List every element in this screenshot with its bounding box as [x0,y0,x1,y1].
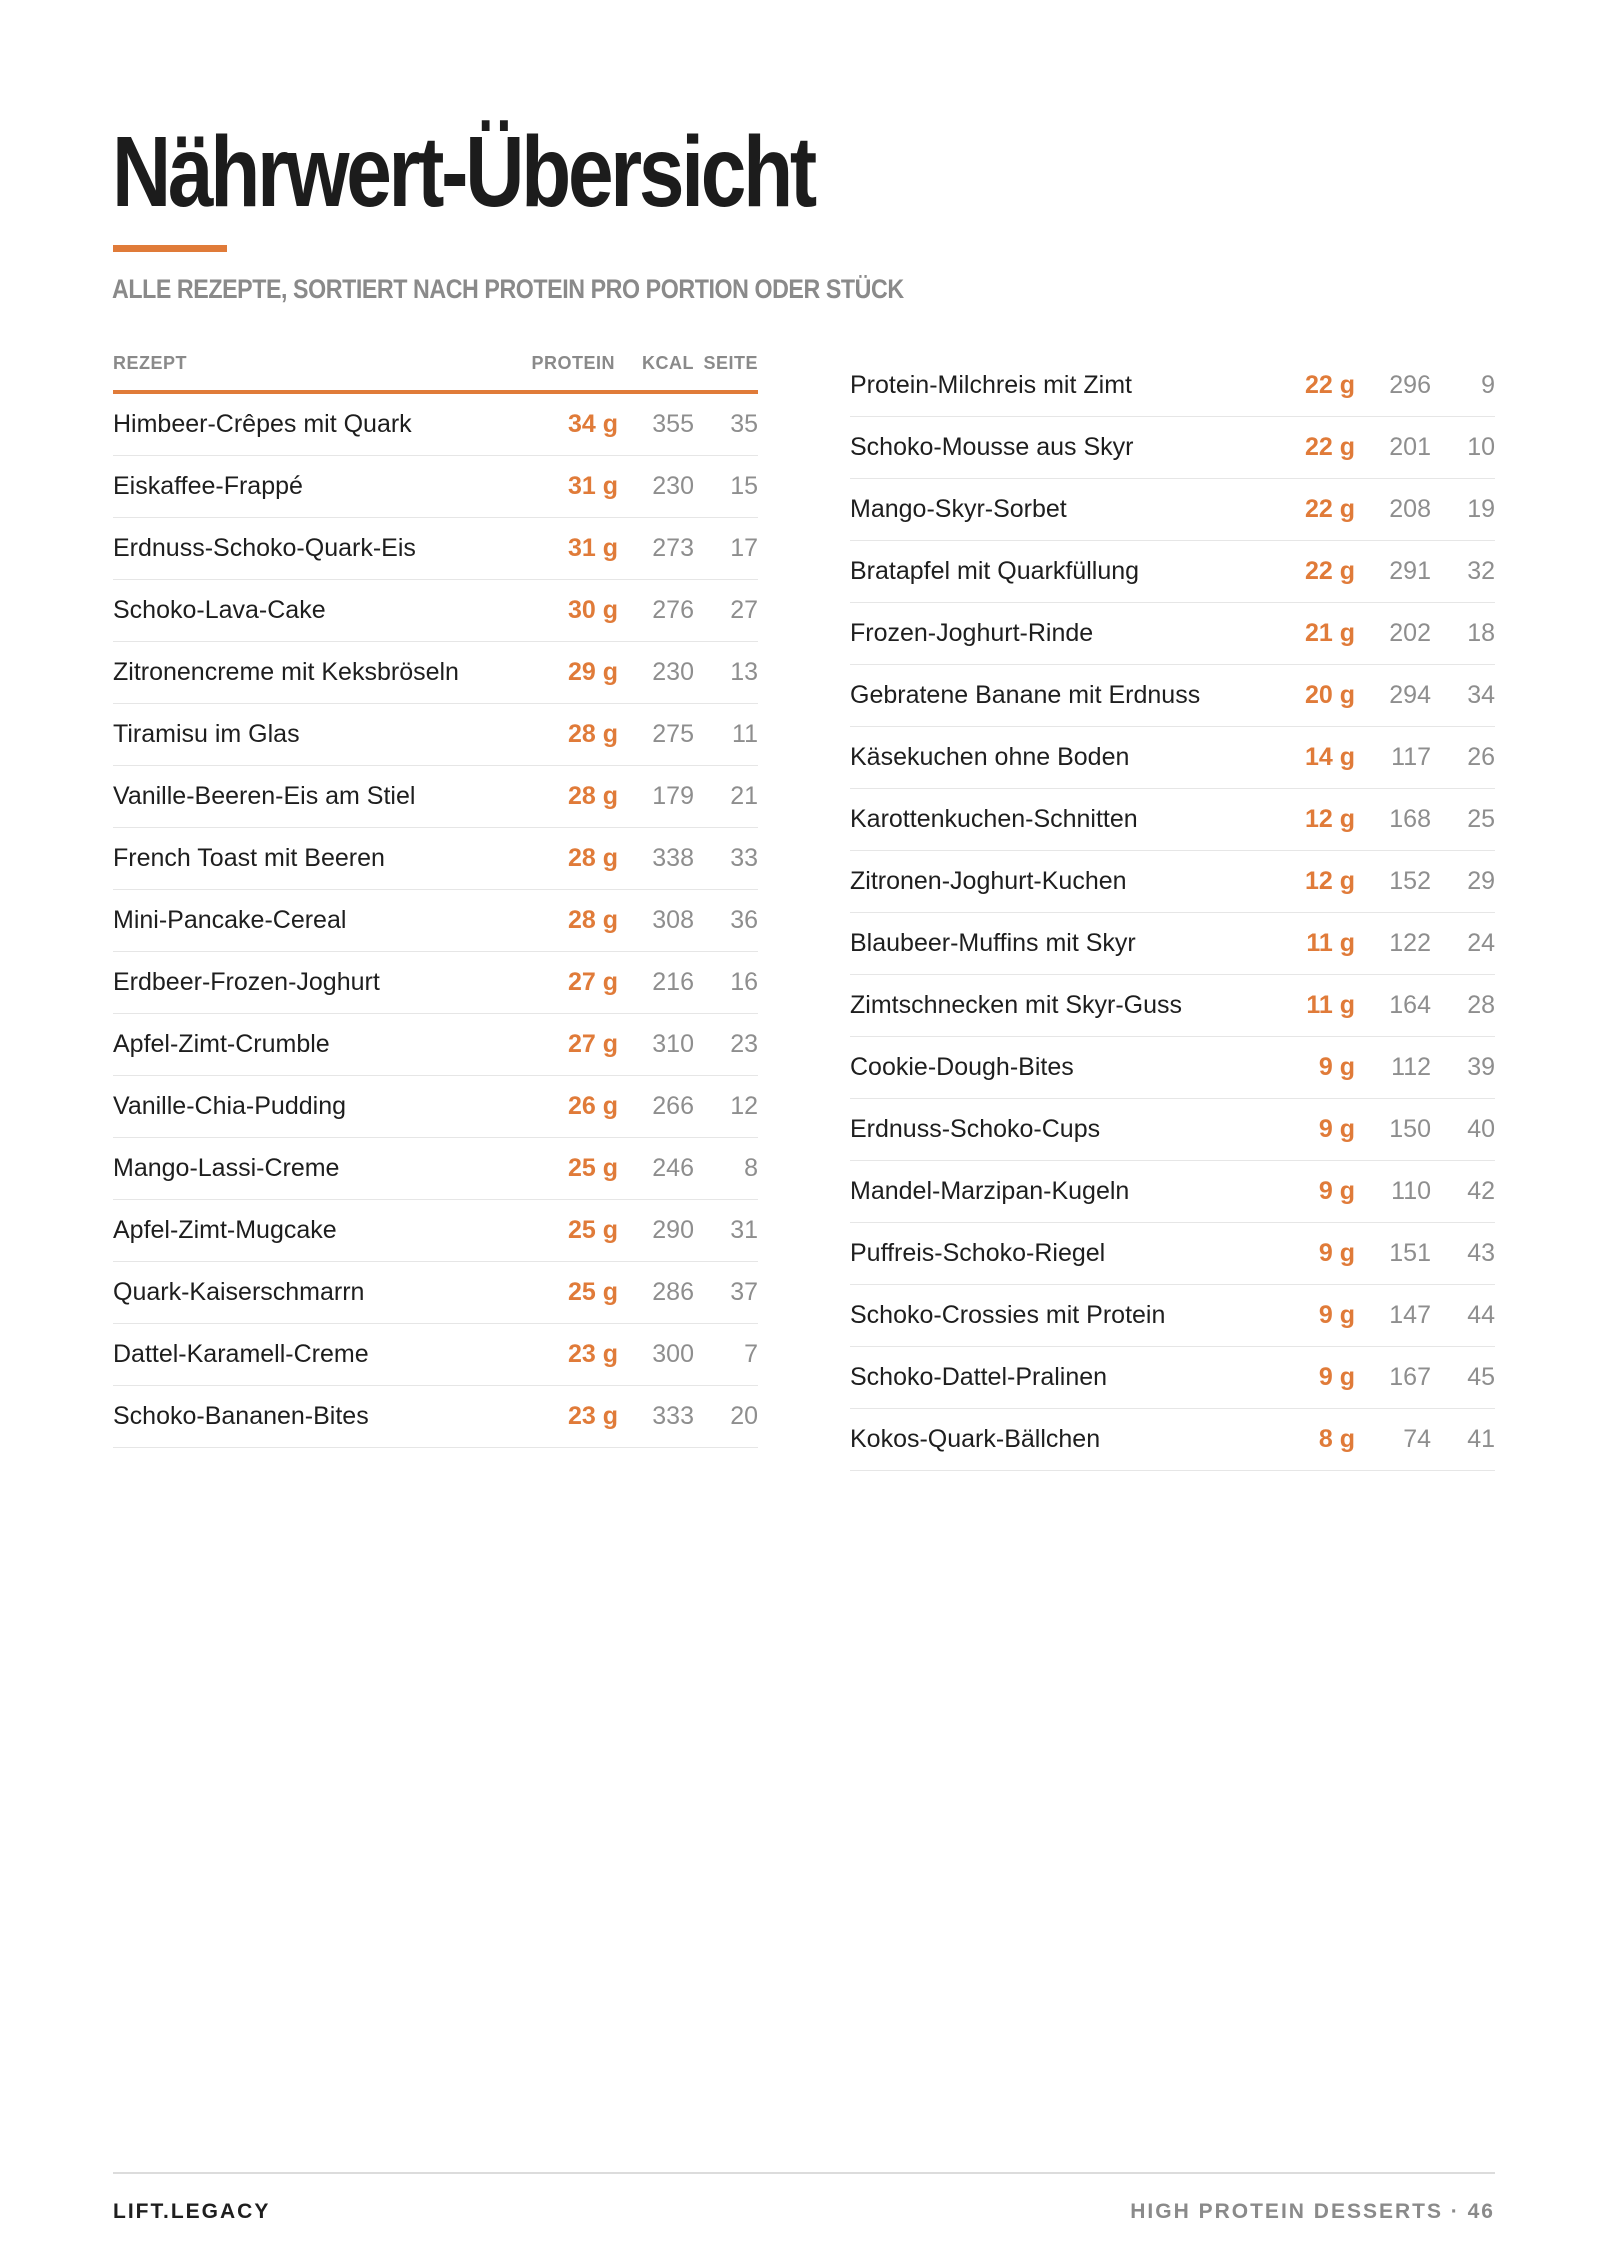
table-header [113,347,758,394]
table-body-right [850,355,1495,1471]
protein-value: 8 g [1318,1425,1355,1453]
table-row [850,913,1495,975]
table-row [113,766,758,828]
kcal-value: 201 [1389,433,1431,461]
kcal-value: 152 [1389,867,1431,895]
recipe-name: Himbeer-Crêpes mit Quark [113,410,412,438]
kcal-value: 290 [652,1216,694,1244]
kcal-value: 179 [652,782,694,810]
table-row [850,479,1495,541]
footer-book-page: HIGH PROTEIN DESSERTS · 46 [1130,2200,1495,2223]
page-number: 17 [730,534,758,562]
kcal-value: 167 [1389,1363,1431,1391]
page-number: 41 [1467,1425,1495,1453]
protein-value: 31 g [567,472,618,500]
protein-value: 28 g [567,844,618,872]
table-row [850,355,1495,417]
recipe-name: Apfel-Zimt-Mugcake [113,1216,337,1244]
protein-value: 31 g [567,534,618,562]
page-number: 42 [1467,1177,1495,1205]
page-number: 13 [730,658,758,686]
protein-value: 27 g [567,968,618,996]
kcal-value: 122 [1389,929,1431,957]
protein-value: 9 g [1318,1053,1355,1081]
kcal-value: 266 [652,1092,694,1120]
kcal-value: 275 [652,720,694,748]
recipe-name: Puffreis-Schoko-Riegel [850,1239,1106,1267]
kcal-value: 112 [1391,1053,1431,1081]
table-row [113,1262,758,1324]
page-number: 23 [730,1030,758,1058]
recipe-name: French Toast mit Beeren [113,844,385,872]
kcal-value: 276 [652,596,694,624]
protein-value: 9 g [1318,1239,1355,1267]
kcal-value: 310 [652,1030,694,1058]
table-row [113,642,758,704]
kcal-value: 338 [652,844,694,872]
page-number: 10 [1467,433,1495,461]
recipe-name: Erdnuss-Schoko-Quark-Eis [113,534,416,562]
kcal-value: 164 [1389,991,1431,1019]
kcal-value: 117 [1391,743,1431,771]
table-row [113,580,758,642]
table-row [850,417,1495,479]
kcal-value: 273 [652,534,694,562]
recipe-name: Zitronencreme mit Keksbröseln [113,658,459,686]
page-number: 29 [1467,867,1495,895]
table-row [113,1324,758,1386]
recipe-name: Käsekuchen ohne Boden [850,743,1130,771]
page-number: 19 [1467,495,1495,523]
protein-value: 12 g [1304,805,1355,833]
table-row [113,1386,758,1448]
recipe-name: Vanille-Beeren-Eis am Stiel [113,782,416,810]
table-row [850,851,1495,913]
protein-value: 28 g [567,906,618,934]
nutrition-table-right [850,355,1495,1471]
page-title: Nährwert-Übersicht [112,116,814,228]
protein-value: 22 g [1304,433,1355,461]
kcal-value: 110 [1391,1177,1431,1205]
header-recipe: REZEPT [113,353,188,373]
page-number: 27 [730,596,758,624]
kcal-value: 291 [1389,557,1431,585]
page-number: 45 [1467,1363,1495,1391]
recipe-name: Schoko-Dattel-Pralinen [850,1363,1108,1391]
recipe-name: Schoko-Mousse aus Skyr [850,433,1134,461]
recipe-name: Mango-Skyr-Sorbet [850,495,1067,523]
page-number: 35 [730,410,758,438]
kcal-value: 355 [652,410,694,438]
kcal-value: 246 [652,1154,694,1182]
protein-value: 22 g [1304,557,1355,585]
page-number: 21 [730,782,758,810]
table-row [850,1223,1495,1285]
recipe-name: Cookie-Dough-Bites [850,1053,1074,1081]
kcal-value: 308 [652,906,694,934]
recipe-name: Mandel-Marzipan-Kugeln [850,1177,1130,1205]
page-number: 18 [1467,619,1495,647]
recipe-name: Vanille-Chia-Pudding [113,1092,347,1120]
protein-value: 23 g [567,1340,618,1368]
title-accent-rule [113,245,227,252]
recipe-name: Protein-Milchreis mit Zimt [850,371,1132,399]
kcal-value: 147 [1389,1301,1431,1329]
protein-value: 14 g [1304,743,1355,771]
protein-value: 22 g [1304,371,1355,399]
kcal-value: 300 [652,1340,694,1368]
kcal-value: 74 [1403,1425,1431,1453]
page-number: 33 [730,844,758,872]
protein-value: 23 g [567,1402,618,1430]
recipe-name: Karottenkuchen-Schnitten [850,805,1138,833]
kcal-value: 168 [1389,805,1431,833]
page-number: 28 [1467,991,1495,1019]
page-number: 24 [1467,929,1495,957]
protein-value: 34 g [567,410,618,438]
page-number: 40 [1467,1115,1495,1143]
page-number: 26 [1467,743,1495,771]
table-row [113,518,758,580]
protein-value: 25 g [567,1278,618,1306]
kcal-value: 216 [652,968,694,996]
table-row [113,1076,758,1138]
recipe-name: Dattel-Karamell-Creme [113,1340,369,1368]
table-row [850,1409,1495,1471]
recipe-name: Tiramisu im Glas [113,720,300,748]
protein-value: 9 g [1318,1363,1355,1391]
protein-value: 12 g [1304,867,1355,895]
kcal-value: 294 [1389,681,1431,709]
kcal-value: 286 [652,1278,694,1306]
recipe-name: Kokos-Quark-Bällchen [850,1425,1101,1453]
table-row [850,1037,1495,1099]
recipe-name: Apfel-Zimt-Crumble [113,1030,330,1058]
header-kcal: KCAL [642,353,694,373]
kcal-value: 230 [652,472,694,500]
table-row [850,603,1495,665]
page-number: 39 [1467,1053,1495,1081]
protein-value: 21 g [1304,619,1355,647]
kcal-value: 151 [1389,1239,1431,1267]
recipe-name: Gebratene Banane mit Erdnuss [850,681,1201,709]
table-row [113,828,758,890]
recipe-name: Schoko-Lava-Cake [113,596,326,624]
table-row [113,394,758,456]
kcal-value: 296 [1389,371,1431,399]
table-row [113,952,758,1014]
protein-value: 28 g [567,782,618,810]
recipe-name: Bratapfel mit Quarkfüllung [850,557,1140,585]
recipe-name: Erdnuss-Schoko-Cups [850,1115,1101,1143]
protein-value: 20 g [1304,681,1355,709]
protein-value: 27 g [567,1030,618,1058]
table-row [850,1099,1495,1161]
page-number: 12 [730,1092,758,1120]
footer-brand: LIFT.LEGACY [113,2200,271,2223]
header-page: SEITE [703,353,758,373]
page-number: 11 [732,720,758,748]
header-protein: PROTEIN [531,353,615,373]
protein-value: 29 g [567,658,618,686]
kcal-value: 333 [652,1402,694,1430]
table-row [850,1285,1495,1347]
protein-value: 11 g [1306,929,1355,957]
protein-value: 9 g [1318,1177,1355,1205]
protein-value: 22 g [1304,495,1355,523]
kcal-value: 202 [1389,619,1431,647]
page-number: 34 [1467,681,1495,709]
table-row [850,975,1495,1037]
protein-value: 9 g [1318,1115,1355,1143]
recipe-name: Blaubeer-Muffins mit Skyr [850,929,1136,957]
recipe-name: Zimtschnecken mit Skyr-Guss [850,991,1183,1019]
kcal-value: 150 [1389,1115,1431,1143]
recipe-name: Quark-Kaiserschmarrn [113,1278,365,1306]
table-body-left [113,394,758,1448]
protein-value: 25 g [567,1216,618,1244]
recipe-name: Zitronen-Joghurt-Kuchen [850,867,1127,895]
protein-value: 26 g [567,1092,618,1120]
protein-value: 11 g [1306,991,1355,1019]
recipe-name: Eiskaffee-Frappé [113,472,303,500]
page-subtitle: ALLE REZEPTE, SORTIERT NACH PROTEIN PRO PORTION ODER STÜCK [112,274,904,304]
table-row [850,541,1495,603]
kcal-value: 230 [652,658,694,686]
protein-value: 25 g [567,1154,618,1182]
table-row [113,1138,758,1200]
page-number: 31 [730,1216,758,1244]
page-number: 36 [730,906,758,934]
recipe-name: Mini-Pancake-Cereal [113,906,347,934]
table-row [113,456,758,518]
recipe-name: Erdbeer-Frozen-Joghurt [113,968,380,996]
page-number: 43 [1467,1239,1495,1267]
table-row [113,890,758,952]
recipe-name: Frozen-Joghurt-Rinde [850,619,1094,647]
page-number: 15 [730,472,758,500]
recipe-name: Schoko-Crossies mit Protein [850,1301,1166,1329]
footer-divider [113,2172,1495,2174]
page-number: 44 [1467,1301,1495,1329]
table-row [850,1347,1495,1409]
table-row [850,1161,1495,1223]
nutrition-table-left [113,347,758,1448]
table-row [850,665,1495,727]
table-row [113,1200,758,1262]
table-row [113,704,758,766]
page-number: 32 [1467,557,1495,585]
page-number: 9 [1481,371,1495,399]
page-number: 16 [730,968,758,996]
recipe-name: Schoko-Bananen-Bites [113,1402,369,1430]
recipe-name: Mango-Lassi-Creme [113,1154,340,1182]
protein-value: 28 g [567,720,618,748]
page-number: 8 [744,1154,758,1182]
page-number: 37 [730,1278,758,1306]
table-row [850,789,1495,851]
page-number: 7 [744,1340,758,1368]
protein-value: 30 g [567,596,618,624]
protein-value: 9 g [1318,1301,1355,1329]
table-row [850,727,1495,789]
page-number: 20 [730,1402,758,1430]
kcal-value: 208 [1389,495,1431,523]
page-number: 25 [1467,805,1495,833]
table-row [113,1014,758,1076]
